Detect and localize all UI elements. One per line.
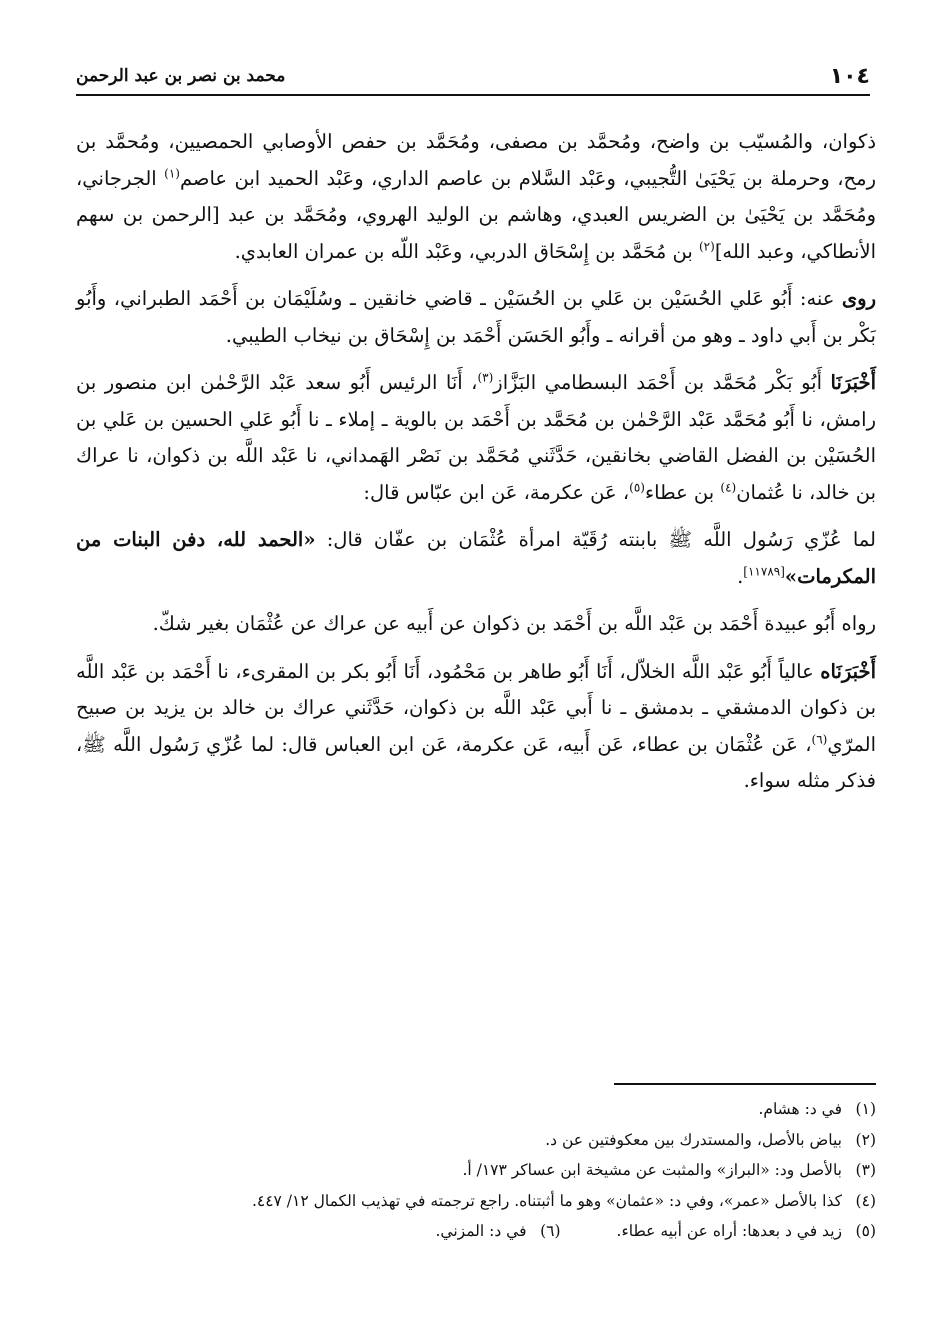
- footnote-ref-4: (٤): [720, 480, 737, 494]
- paragraph-1-text-c: بن مُحَمَّد بن إِسْحَاق الدربي، وعَبْد اللّه بن عمران العابدي.: [234, 239, 699, 263]
- paragraph-1: [76, 124, 876, 270]
- header-title: محمد بن نصر بن عبد الرحمن: [76, 66, 286, 86]
- paragraph-3-lead: أَخْبَرَنَا: [830, 371, 876, 394]
- paragraph-4-text-a: لما عُزّي رَسُول اللَّه ﷺ بابنته رُقَيّة امرأة عُثْمَان بن عفّان قال:: [315, 528, 876, 551]
- footnote-divider: [614, 1083, 876, 1085]
- footnote-4: [76, 1186, 876, 1217]
- paragraph-4: [76, 522, 876, 595]
- paragraph-1-text-b: الجرجاني، ومُحَمَّد بن يَحْيَىٰ بن الضريس العبدي، وهاشم بن الوليد الهروي، ومُحَمَّد بن عبد [الرحمن بن سهم الأنطاكي، وعبد الله]: [76, 166, 876, 263]
- footnote-1-text: في د: هشام.: [758, 1100, 842, 1118]
- footnote-6-number: (٦): [540, 1222, 561, 1240]
- footnote-3: [76, 1155, 876, 1186]
- paragraph-3-text-b: ، أَنَا الرئيس أَبُو سعد عَبْد الرَّحْمٰن ابن منصور بن رامش، نا أَبُو مُحَمَّد عَبْد الرَّحْمٰن بن مُحَمَّد بن أَحْمَد بن بالوية ـ إملاء ـ نا أَبُو عَلي الحسين بن عَلي بن الحُسَيْن بن الفضل القاضي بخانقين، حَدَّثَني مُحَمَّد بن نَصْر الهَمداني، نا عَبْد اللَّه بن ذكوان، نا عراك بن خالد، نا عُثمان: [76, 371, 876, 504]
- footnote-1-number: (١): [855, 1100, 876, 1118]
- paragraph-6-text-b: ، عَن عُثْمَان بن عطاء، عَن أَبيه، عَن عكرمة، عَن ابن العباس قال: لما عُزّي رَسُول اللَّه ﷺ، فذكر مثله سواء.: [76, 732, 876, 792]
- footnote-ref-1: (١): [164, 166, 180, 180]
- paragraph-6-lead: أَخْبَرَنَاه: [820, 659, 876, 683]
- footnote-2: [76, 1125, 876, 1156]
- footnote-5-number: (٥): [855, 1222, 876, 1240]
- paragraph-1-text-a: ذكوان، والمُسيّب بن واضح، ومُحمَّد بن مصفى، ومُحَمَّد بن حفص الأوصابي الحمصيين، ومُحمَّد بن رمح، وحرملة بن يَحْيَىٰ التُّجيبي، وعَبْد السَّلام بن عاصم الداري، وعَبْد الحميد ابن عاصم: [76, 130, 876, 190]
- paragraph-2: [76, 281, 876, 354]
- footnote-6-text: في د: المزني.: [435, 1222, 527, 1240]
- footnotes: [76, 1094, 876, 1247]
- running-header: [76, 58, 870, 96]
- paragraph-3: [76, 365, 876, 511]
- paragraph-5-text: رواه أَبُو عبيدة أَحْمَد بن عَبْد اللَّه بن أَحْمَد بن ذكوان عن أَبيه عن عراك عن عُثْمَان بغير شكّ.: [152, 612, 876, 635]
- footnote-ref-5: (٥): [629, 480, 645, 494]
- paragraph-6-text-a: عالياً أَبُو عَبْد اللَّه الخلاّل، أَنَا أَبُو طاهر بن مَحْمُود، أَنَا أَبُو بكر بن المقرىء، نا أَحْمَد بن عَبْد اللَّه بن ذكوان الدمشقي ـ بدمشق ـ نا أَبي عَبْد اللَّه بن ذكوان، حَدَّثَني عراك بن خالد بن يزيد بن صبيح المرّي: [76, 659, 876, 756]
- hadith-number: [١١٧٨٩]: [743, 564, 785, 578]
- footnote-1: [76, 1094, 876, 1125]
- hadith-text: «الحمد لله، دفن البنات من المكرمات»: [76, 528, 876, 588]
- footnote-2-number: (٢): [855, 1130, 876, 1149]
- footnote-4-number: (٤): [855, 1191, 876, 1210]
- paragraph-6: [76, 654, 876, 800]
- footnote-3-text: بالأصل ود: «البراز» والمثبت عن مشيخة ابن عساكر ١٧٣/ أ.: [462, 1161, 842, 1179]
- footnote-5-text: زيد في د بعدها: أراه عن أبيه عطاء.: [616, 1222, 842, 1240]
- footnote-6: [436, 1216, 561, 1247]
- page-number: ١٠٤: [829, 63, 870, 89]
- main-text: [76, 124, 876, 811]
- paragraph-3-text-d: ، عَن عكرمة، عَن ابن عبّاس قال:: [363, 480, 630, 504]
- paragraph-4-end: .: [737, 564, 744, 588]
- paragraph-3-text-a: أَبُو بَكْر مُحَمَّد بن أَحْمَد البسطامي البَزَّاز: [493, 371, 831, 394]
- footnote-4-text: كذا بالأصل «عمر»، وفي د: «عثمان» وهو ما أثبتناه. راجع ترجمته في تهذيب الكمال ١٢/ ٤٤٧.: [251, 1191, 842, 1210]
- footnote-5-6-row: [76, 1216, 876, 1247]
- footnote-ref-3: (٣): [477, 370, 494, 385]
- footnote-ref-2: (٢): [698, 239, 715, 253]
- footnote-3-number: (٣): [855, 1161, 876, 1179]
- footnote-ref-6: (٦): [811, 732, 828, 746]
- paragraph-3-text-c: بن عطاء: [644, 480, 721, 504]
- footnote-2-text: بياض بالأصل، والمستدرك بين معكوفتين عن د.: [545, 1130, 842, 1149]
- paragraph-5: [76, 606, 876, 643]
- footnote-5: [617, 1216, 876, 1247]
- paragraph-2-lead: روى: [841, 287, 876, 310]
- paragraph-2-text: عنه: أَبُو عَلي الحُسَيْن بن عَلي بن الحُسَيْن ـ قاضي خانقين ـ وسُلَيْمَان بن أَحْمَد الطبراني، وأَبُو بَكْر بن أَبي داود ـ وهو من أقرانه ـ وأَبُو الحَسَن أَحْمَد بن إِسْحَاق بن نيخاب الطيبي.: [76, 287, 876, 347]
